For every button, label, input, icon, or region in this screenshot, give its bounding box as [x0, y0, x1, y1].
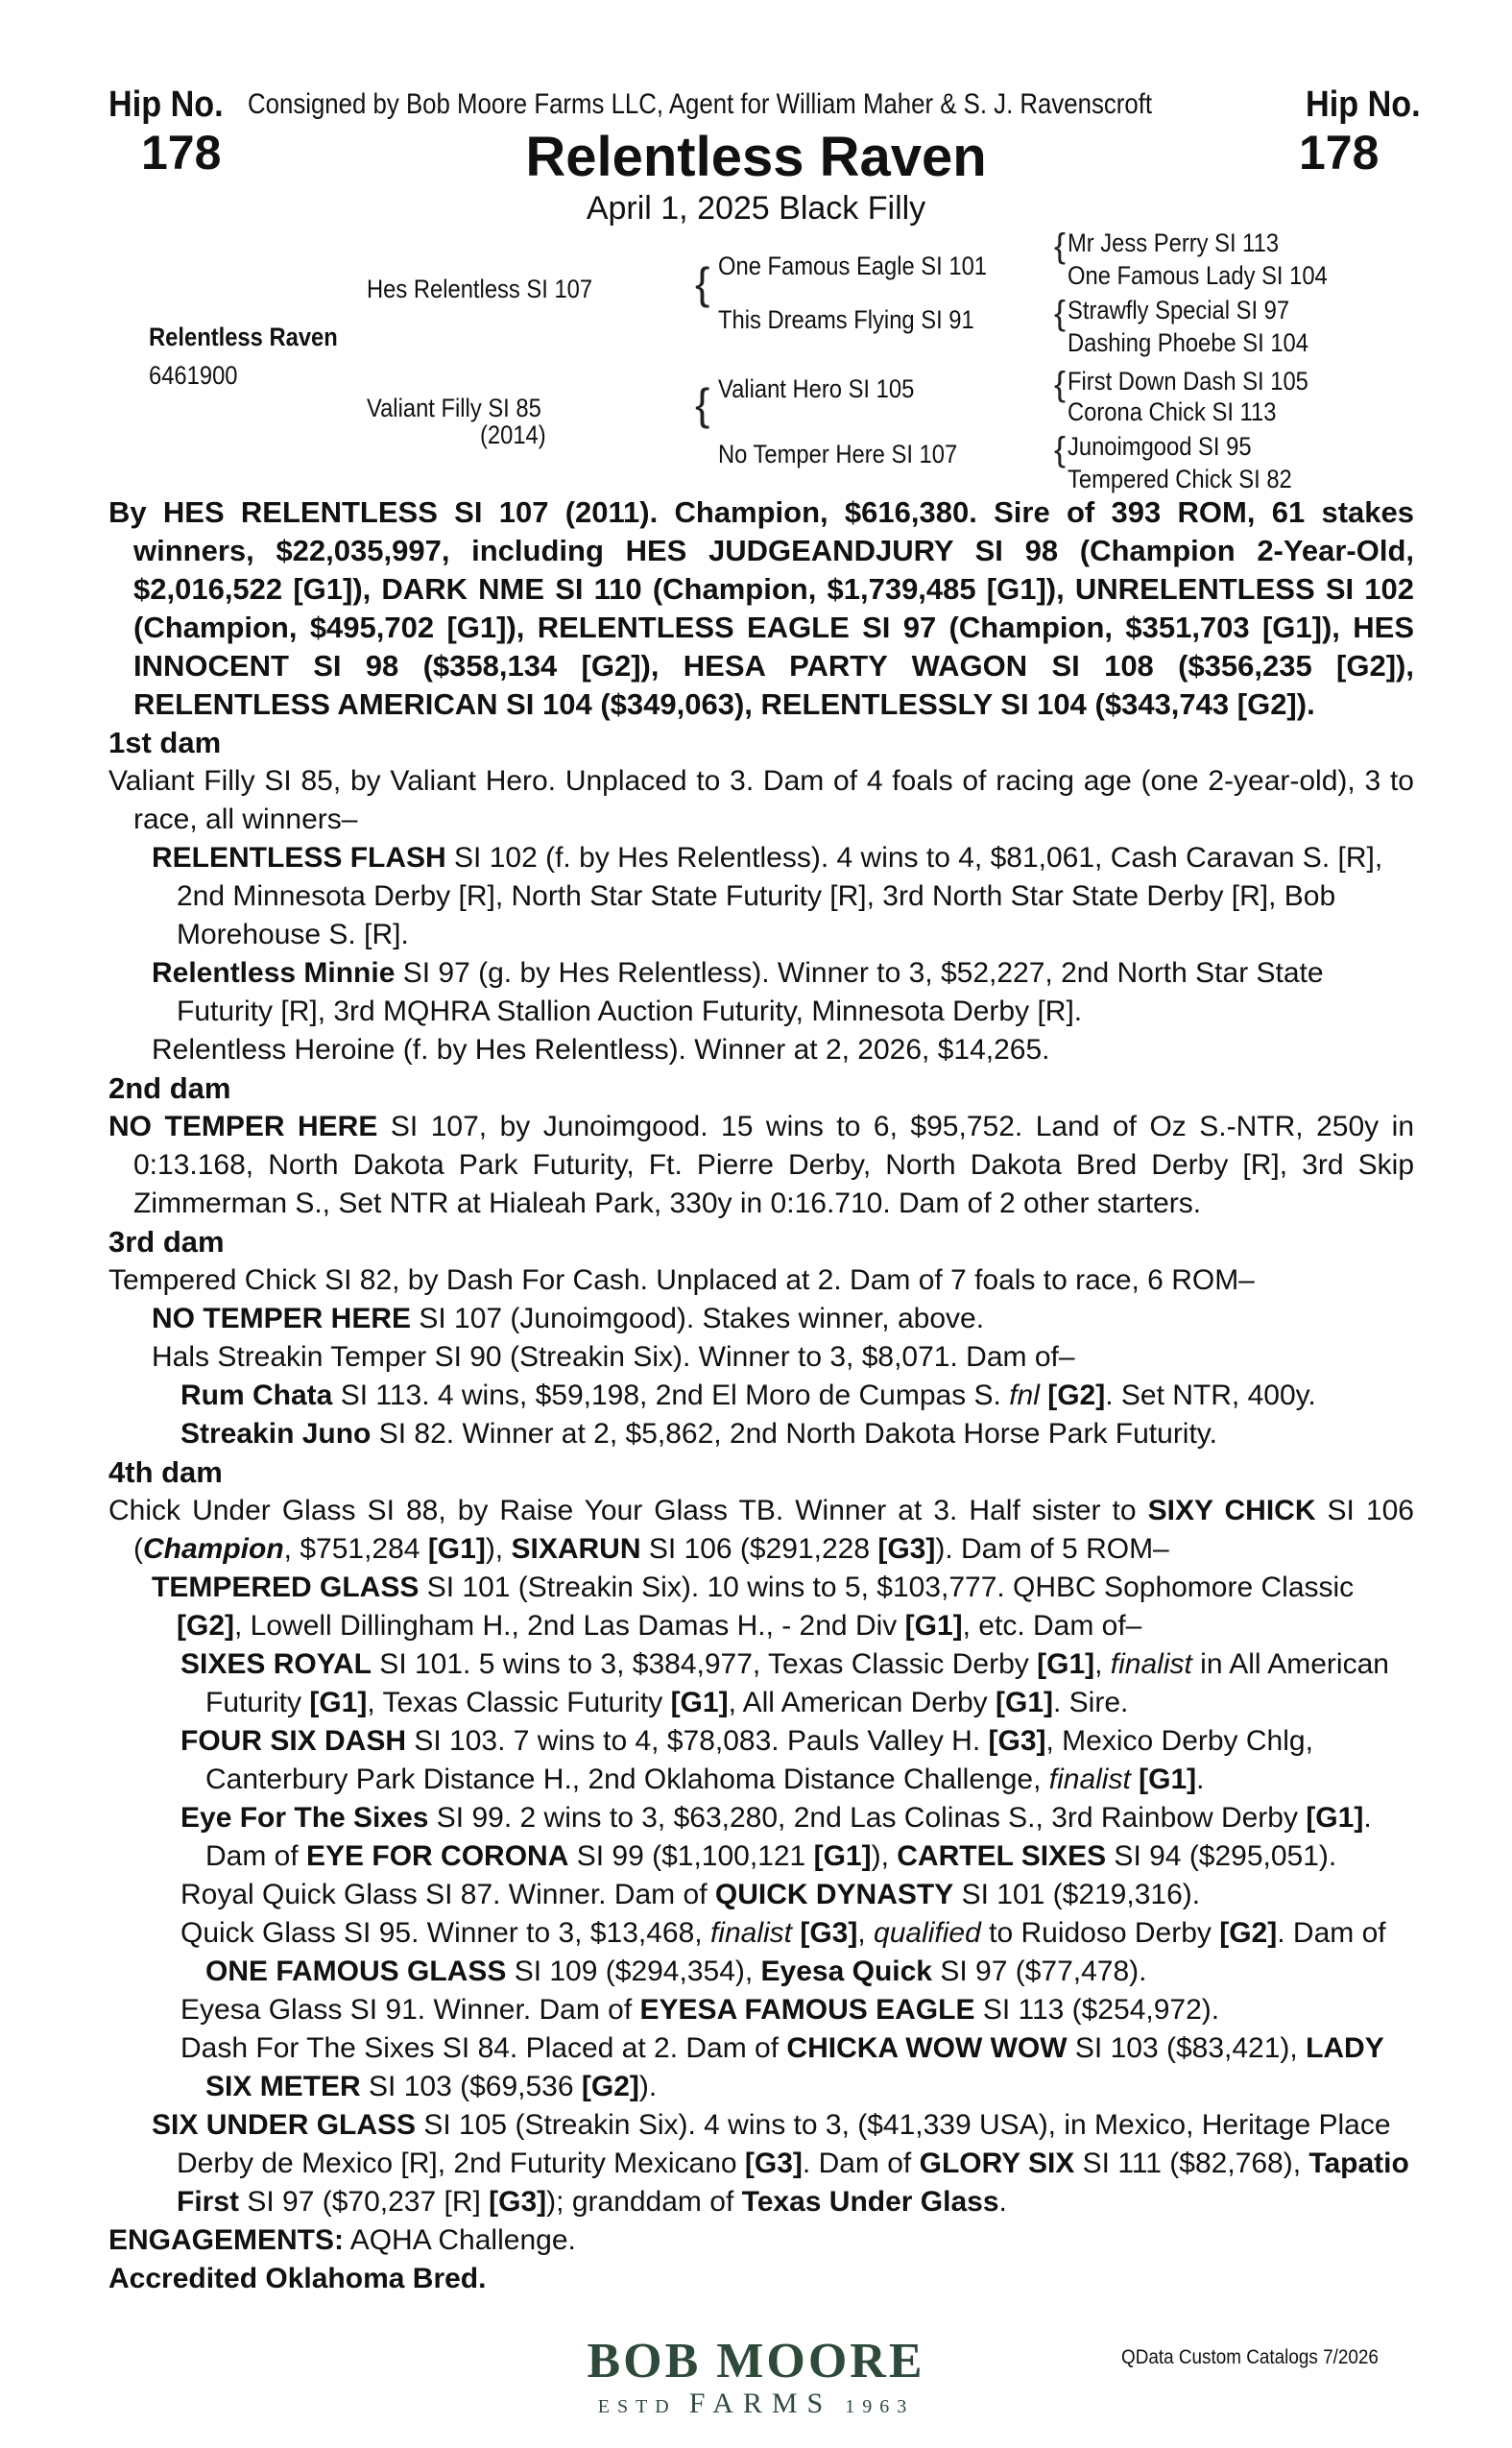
foal-text: SI 107 (Junoimgood). Stakes winner, above. [411, 1303, 985, 1334]
horse-name-bold: EYE FOR CORONA [306, 1840, 569, 1872]
text: in All American Futurity [205, 1648, 1389, 1718]
finalist-note: finalist [1048, 1764, 1131, 1795]
foal-name: Streakin Juno [180, 1418, 372, 1450]
text: SI 106 ( [133, 1495, 1414, 1565]
text: SI 94 ($295,051). [1106, 1840, 1337, 1872]
text: ), [485, 1533, 512, 1565]
pedigree-dam: Valiant Filly SI 85 [367, 394, 541, 422]
finalist-note: finalist [709, 1917, 792, 1949]
text: Dash For The Sixes SI 84. Placed at 2. Dam of [180, 2032, 787, 2064]
hip-number-right: 178 [1299, 126, 1380, 180]
text: SI 97 ($70,237 [R] [239, 2186, 490, 2218]
third-dam-heading: 3rd dam [108, 1225, 225, 1259]
foal-name: SIX UNDER GLASS [152, 2109, 417, 2141]
produce-quick-glass [180, 1914, 1414, 1991]
horse-name-bold: Eyesa Quick [760, 1956, 932, 1987]
first-dam-foal-2 [152, 954, 1414, 1031]
text: , Lowell Dillingham H., 2nd Las Damas H., - 2nd Div [234, 1610, 905, 1642]
horse-name-bold: SIXY CHICK [1147, 1495, 1316, 1526]
text: SI 103 ($83,421), [1067, 2032, 1307, 2064]
text: , etc. Dam of– [962, 1610, 1142, 1642]
text: SI 99 ($1,100,121 [568, 1840, 814, 1872]
text: to Ruidoso Derby [980, 1917, 1220, 1949]
first-dam-intro: Valiant Filly SI 85, by Valiant Hero. Unplaced to 3. Dam of 4 foals of racing age (one 2-year-old), 3 to race, all winners– [108, 765, 1414, 835]
text: Eyesa Glass SI 91. Winner. Dam of [180, 1994, 640, 2026]
text: SI 103 ($69,536 [360, 2071, 582, 2102]
horse-name-bold: CHICKA WOW WOW [786, 2032, 1068, 2064]
text: SI 99. 2 wins to 3, $63,280, 2nd Las Colinas S., 3rd Rainbow Derby [428, 1802, 1307, 1834]
text: , Texas Classic Futurity [367, 1687, 671, 1718]
horse-name-bold: LADY SIX METER [205, 2032, 1384, 2102]
grade-badge: [G1] [813, 1840, 872, 1872]
pedigree-ss: One Famous Eagle SI 101 [718, 252, 988, 280]
text: Chick Under Glass SI 88, by Raise Your Glass TB. Winner at 3. Half sister to [108, 1495, 1148, 1526]
fnl-note: fnl [1009, 1380, 1040, 1411]
grade-badge: [G1] [670, 1687, 729, 1718]
text: . Dam of [1277, 1917, 1386, 1949]
engagements-label: ENGAGEMENTS: [108, 2224, 345, 2256]
pedigree-subject-reg: 6461900 [149, 361, 238, 390]
pedigree-dds: Junoimgood SI 95 [1068, 432, 1252, 461]
brace-sire: { [695, 258, 710, 308]
pedigree-dd: No Temper Here SI 107 [718, 440, 958, 468]
text: , $751,284 [283, 1533, 428, 1565]
hip-label-right: Hip No. [1306, 84, 1421, 125]
grade-badge: [G1] [1139, 1764, 1197, 1795]
text: . Dam of [205, 1802, 1372, 1872]
foal-name: Rum Chata [180, 1380, 333, 1411]
logo-estd: ESTD [597, 2396, 677, 2417]
horse-name-bold: SIXARUN [511, 1533, 641, 1565]
produce-royal-quick-glass [180, 1876, 1414, 1914]
qdata-credit: QData Custom Catalogs 7/2026 [1121, 2346, 1379, 2368]
accredited-line: Accredited Oklahoma Bred. [108, 2263, 487, 2294]
foal-text: . Set NTR, 400y. [1105, 1380, 1316, 1411]
third-dam-intro: Tempered Chick SI 82, by Dash For Cash. Unplaced at 2. Dam of 7 foals to race, 6 ROM– [108, 1264, 1255, 1296]
pedigree-ddd: Tempered Chick SI 82 [1068, 465, 1292, 493]
fourth-dam-heading: 4th dam [108, 1455, 223, 1489]
text: . Dam of [802, 2148, 920, 2179]
produce-eyesa-glass [180, 1991, 1414, 2029]
horse-name-bold: QUICK DYNASTY [714, 1879, 954, 1910]
grade-badge: [G3] [489, 2186, 547, 2218]
produce-eye-for-the-sixes [180, 1799, 1414, 1876]
foal-text: SI 97 (g. by Hes Relentless). Winner to 3, $52,227, 2nd North Star State Futurity [R], 3rd MQHRA Stallion Auction Futurity, Minnesota Derby [R]. [177, 957, 1324, 1027]
foal-name: SIXES ROYAL [180, 1648, 372, 1680]
catalog-body [108, 493, 1414, 2298]
fourth-dam-foal-six-under-glass [152, 2106, 1414, 2221]
brace-ss: { [1054, 226, 1067, 265]
foal-name: NO TEMPER HERE [152, 1303, 412, 1334]
produce-sixes-royal [180, 1645, 1414, 1722]
grade-badge: [G3] [988, 1725, 1046, 1757]
second-dam-paragraph [108, 1108, 1414, 1223]
grade-badge: [G1] [309, 1687, 368, 1718]
brace-dam: { [695, 379, 710, 429]
text: . Sire. [1053, 1687, 1129, 1718]
first-dam-heading: 1st dam [108, 726, 222, 759]
foal-text: SI 82. Winner at 2, $5,862, 2nd North Dakota Horse Park Futurity. [371, 1418, 1217, 1450]
pedigree-sdd: Dashing Phoebe SI 104 [1068, 328, 1308, 357]
brace-ds: { [1054, 364, 1067, 403]
produce-dash-for-the-sixes [180, 2029, 1414, 2106]
text: , [857, 1917, 875, 1949]
finalist-note: finalist [1110, 1648, 1192, 1680]
pedigree-sd: This Dreams Flying SI 91 [718, 305, 974, 334]
grade-badge: [G2] [1219, 1917, 1278, 1949]
grade-badge: [G1] [427, 1533, 486, 1565]
logo-year: 1963 [845, 2396, 915, 2417]
text [1131, 1764, 1139, 1795]
text: , Mexico Derby Chlg, Canterbury Park Distance H., 2nd Oklahoma Distance Challenge, [205, 1725, 1313, 1795]
text: Quick Glass SI 95. Winner to 3, $13,468, [180, 1917, 710, 1949]
horse-name-bold: Texas Under Glass [741, 2186, 999, 2218]
pedigree-subject-name: Relentless Raven [149, 323, 338, 351]
consignor-line: Consigned by Bob Moore Farms LLC, Agent for William Maher & S. J. Ravenscroft [248, 88, 1153, 120]
grade-badge: [G3] [800, 1917, 858, 1949]
grade-badge: [G1] [1037, 1648, 1095, 1680]
hip-label-left: Hip No. [108, 84, 224, 125]
pedigree-dss: First Down Dash SI 105 [1068, 367, 1308, 396]
text: SI 109 ($294,354), [506, 1956, 761, 1987]
second-dam-heading: 2nd dam [108, 1071, 231, 1105]
text: SI 111 ($82,768), [1074, 2148, 1309, 2179]
foal-name: FOUR SIX DASH [180, 1725, 407, 1757]
text: . [1196, 1764, 1205, 1795]
grade-badge: [G1] [904, 1610, 963, 1642]
pedigree-sire: Hes Relentless SI 107 [367, 275, 593, 303]
engagements-line [108, 2221, 1414, 2260]
brace-sd: { [1054, 293, 1067, 332]
engagements-text: AQHA Challenge. [344, 2224, 576, 2256]
text: SI 113 ($254,972). [974, 1994, 1220, 2026]
sire-paragraph: By HES RELENTLESS SI 107 (2011). Champion, $616,380. Sire of 393 ROM, 61 stakes winners, $22,035,997, including HES JUDGEANDJURY SI 98 (Champion 2-Year-Old, $2,016,522 [G1]), DARK NME SI 110 (Champion, $1,739,485 [G1]), UNRELENTLESS SI 102 (Champion, $495,702 [G1]), RELENTLESS EAGLE SI 97 (Champion, $351,703 [G1]), HES INNOCENT SI 98 ($358,134 [G2]), HESA PARTY WAGON SI 108 ($356,235 [G2]), RELENTLESS AMERICAN SI 104 ($349,063), RELENTLESSLY SI 104 ($343,743 [G2]). [108, 495, 1414, 721]
text: SI 106 ($291,228 [640, 1533, 878, 1565]
produce-four-six-dash [180, 1722, 1414, 1799]
horse-name-bold: EYESA FAMOUS EAGLE [639, 1994, 975, 2026]
foal-name: RELENTLESS FLASH [152, 842, 446, 874]
text: , [1094, 1648, 1111, 1680]
third-dam-foal-2: Hals Streakin Temper SI 90 (Streakin Six). Winner to 3, $8,071. Dam of– [152, 1341, 1075, 1373]
text: SI 105 (Streakin Six). 4 wins to 3, ($41,339 USA), in Mexico, Heritage Place Derby de Mexico [R], 2nd Futurity Mexicano [177, 2109, 1391, 2179]
pedigree-sds: Strawfly Special SI 97 [1068, 296, 1290, 324]
text: SI 101 (Streakin Six). 10 wins to 5, $103,777. QHBC Sophomore Classic [419, 1572, 1355, 1603]
horse-name-bold: ONE FAMOUS GLASS [205, 1956, 507, 1987]
horse-name: Relentless Raven [525, 126, 987, 188]
logo-farms: FARMS [688, 2388, 833, 2419]
foal-text: SI 113. 4 wins, $59,198, 2nd El Moro de Cumpas S. [332, 1380, 1010, 1411]
dam-name: NO TEMPER HERE [108, 1111, 378, 1142]
grade-badge: [G3] [877, 1533, 936, 1565]
horse-name-bold: CARTEL SIXES [897, 1840, 1107, 1872]
grade-badge: [G2] [177, 1610, 234, 1642]
third-dam-foal-1 [152, 1300, 1414, 1338]
pedigree-ds: Valiant Hero SI 105 [718, 374, 915, 403]
third-dam-grandfoal-2 [180, 1415, 1414, 1453]
pedigree-sss: Mr Jess Perry SI 113 [1068, 228, 1280, 257]
pedigree-ssd: One Famous Lady SI 104 [1068, 261, 1328, 290]
pedigree-dsd: Corona Chick SI 113 [1068, 397, 1277, 426]
fourth-dam-foal-tempered-glass [152, 1569, 1414, 1645]
text: ). Dam of 5 ROM– [935, 1533, 1169, 1565]
foaled-line: April 1, 2025 Black Filly [586, 190, 926, 227]
grade-badge: [G2] [1047, 1380, 1106, 1411]
dam-text: SI 107, by Junoimgood. 15 wins to 6, $95,752. Land of Oz S.-NTR, 250y in 0:13.168, North Dakota Park Futurity, Ft. Pierre Derby, North Dakota Bred Derby [R], 3rd Skip Zimmerman S., Set NTR at Hialeah Park, 330y in 0:16.710. Dam of 2 other starters. [133, 1111, 1415, 1219]
text: , All American Derby [728, 1687, 996, 1718]
grade-badge: [G1] [1306, 1802, 1364, 1834]
text: SI 101 ($219,316). [953, 1879, 1201, 1910]
champion-note: Champion [143, 1533, 284, 1565]
text: ); granddam of [546, 2186, 742, 2218]
foal-name: Eye For The Sixes [180, 1802, 429, 1834]
text: ), [871, 1840, 898, 1872]
fourth-dam-intro [108, 1492, 1414, 1569]
grade-badge: [G2] [581, 2071, 639, 2102]
pedigree-dam-year: (2014) [480, 420, 546, 449]
foal-name: Relentless Minnie [152, 957, 396, 989]
foal-name: TEMPERED GLASS [152, 1572, 420, 1603]
foal-text: SI 102 (f. by Hes Relentless). 4 wins to 4, $81,061, Cash Caravan S. [R], 2nd Minnesota Derby [R], North Star State Futurity [R], 3rd North Star State Derby [R], Bob Morehouse S. [R]. [177, 842, 1383, 950]
brace-dd: { [1054, 429, 1067, 468]
text: SI 97 ($77,478). [932, 1956, 1147, 1987]
logo-sub-text [0, 2388, 1512, 2420]
logo-main-text: BOB MOORE [587, 2334, 925, 2388]
text: Royal Quick Glass SI 87. Winner. Dam of [180, 1879, 715, 1910]
horse-name-bold: GLORY SIX [919, 2148, 1075, 2179]
first-dam-foal-1 [152, 839, 1414, 954]
text: . [998, 2186, 1007, 2218]
text: SI 101. 5 wins to 3, $384,977, Texas Classic Derby [371, 1648, 1038, 1680]
horse-name-bold: Tapatio First [177, 2148, 1409, 2218]
hip-number-left: 178 [141, 126, 222, 180]
qualified-note: qualified [874, 1917, 981, 1949]
text: ). [638, 2071, 658, 2102]
first-dam-foal-3: Relentless Heroine (f. by Hes Relentless). Winner at 2, 2026, $14,265. [152, 1034, 1050, 1066]
grade-badge: [G3] [744, 2148, 803, 2179]
grade-badge: [G1] [996, 1687, 1053, 1718]
text: SI 103. 7 wins to 4, $78,083. Pauls Valley H. [406, 1725, 989, 1757]
third-dam-grandfoal-1 [180, 1377, 1414, 1415]
